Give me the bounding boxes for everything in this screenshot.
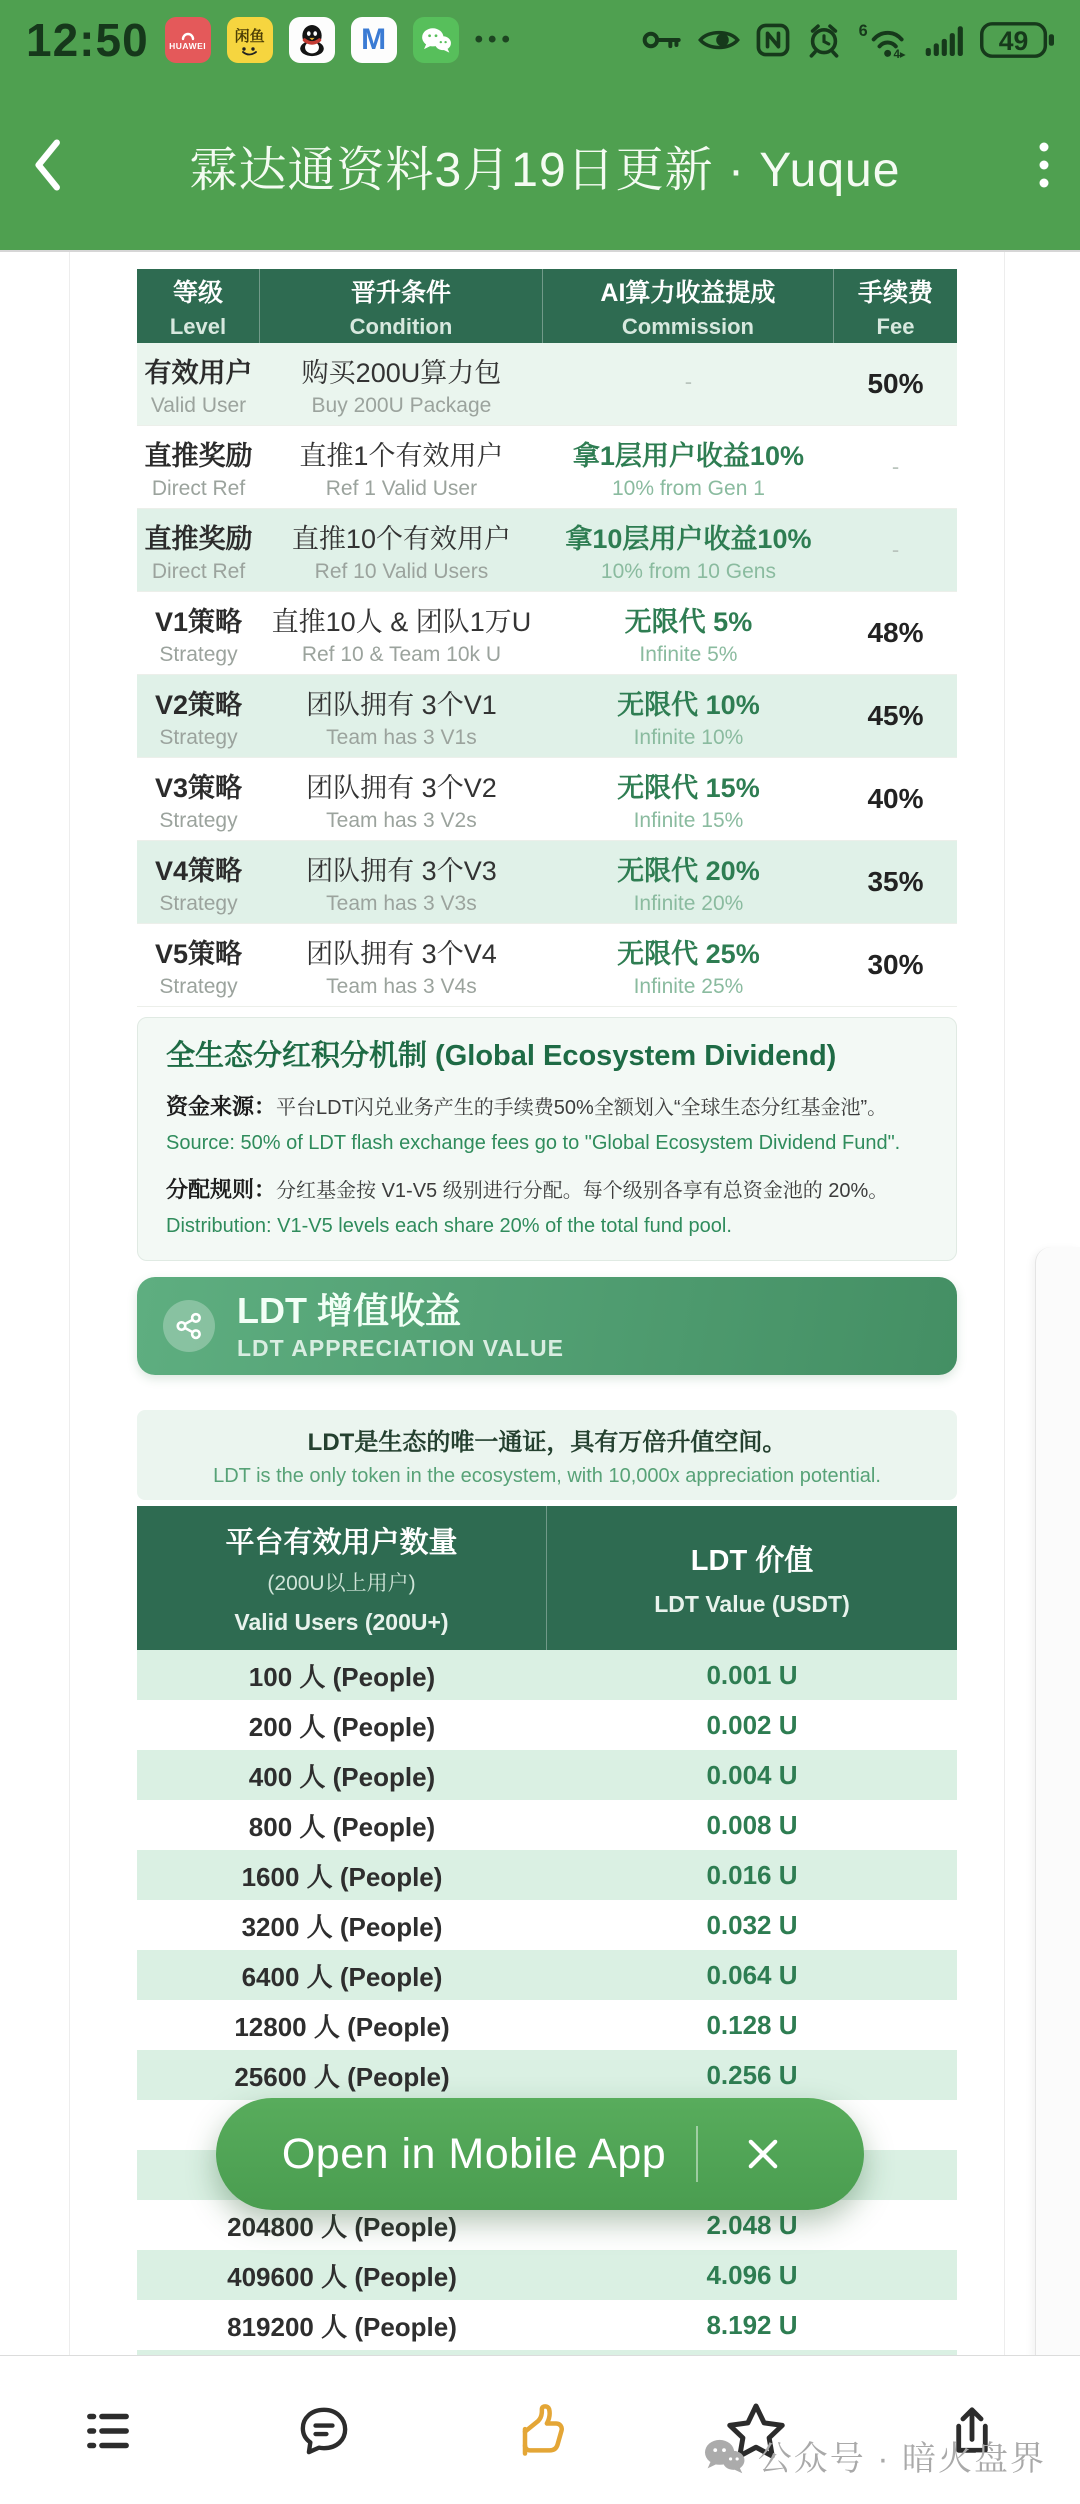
value-cell: 0.032 U (706, 1909, 798, 1940)
levels-table-body (137, 343, 957, 1007)
table-row (137, 1800, 957, 1850)
table-row (137, 841, 957, 924)
fee-cell: - (891, 537, 900, 562)
svg-text:4▸: 4▸ (893, 48, 906, 58)
nav-share[interactable] (912, 2371, 1032, 2491)
table-row (137, 924, 957, 1007)
users-cell: 12800 人 (People) (234, 2011, 450, 2042)
condition-cell: 直推1个有效用户 Ref 1 Valid User (299, 440, 504, 500)
commission-cell: 无限代 5% Infinite 5% (624, 606, 753, 666)
commission-cell: 拿10层用户收益10% 10% from 10 Gens (565, 523, 812, 583)
m-app-icon: M (351, 17, 397, 63)
chevron-left-icon (30, 137, 64, 193)
page-title: 霖达通资料3月19日更新 · Yuque (189, 143, 901, 197)
table-row (137, 1850, 957, 1900)
nav-toc[interactable] (48, 2371, 168, 2491)
condition-cell: 团队拥有 3个V1 Team has 3 V1s (306, 689, 497, 749)
table-row (137, 2250, 957, 2300)
value-cell: 4.096 U (706, 2259, 798, 2290)
bottom-nav (0, 2355, 1080, 2504)
dividend-source-line: 资金来源：平台LDT闪兑业务产生的手续费50%全额划入“全球生态分红基金池”。 (166, 1094, 888, 1120)
commission-cell: 拿1层用户收益10% 10% from Gen 1 (572, 440, 804, 500)
banner-subtitle: LDT APPRECIATION VALUE (237, 1334, 564, 1361)
table-row (137, 509, 957, 592)
commission-cell: 无限代 20% Infinite 20% (617, 855, 760, 915)
dividend-distribution-line: 分配规则：分红基金按 V1-V5 级别进行分配。每个级别各享有总资金池的 20%。 (166, 1177, 889, 1203)
header-cell-commission: AI算力收益提成 Commission (543, 269, 834, 343)
appreciation-banner (137, 1277, 957, 1375)
users-cell: 200 人 (People) (248, 1711, 436, 1742)
ldt-table-body (137, 1650, 957, 2350)
document-content (0, 250, 1080, 2355)
value-cell: 0.002 U (706, 1709, 798, 1740)
share-box-icon (943, 2402, 1001, 2460)
page-edge-left (69, 252, 70, 2355)
ldt-value-table (137, 1506, 957, 2358)
open-in-app-label: Open in Mobile App (281, 2129, 667, 2178)
level-cell: V2策略 Strategy (154, 689, 243, 749)
level-cell: V3策略 Strategy (154, 772, 243, 832)
nav-like[interactable] (480, 2371, 600, 2491)
header-cell-valid-users: 平台有效用户数量 (200U以上用户) Valid Users (200U+) (137, 1506, 547, 1650)
like-icon (510, 2401, 570, 2461)
value-cell: 0.001 U (706, 1659, 798, 1690)
users-cell: 6400 人 (People) (241, 1961, 443, 1992)
close-button[interactable] (728, 2109, 798, 2199)
kebab-icon (1038, 137, 1050, 193)
close-icon (741, 2132, 785, 2176)
page-edge-right (1004, 252, 1005, 2355)
nav-comment[interactable] (264, 2371, 384, 2491)
level-cell: 直推奖励 Direct Ref (144, 523, 253, 583)
commission-cell: - (684, 369, 693, 394)
table-row (137, 2300, 957, 2350)
condition-cell: 团队拥有 3个V4 Team has 3 V4s (306, 938, 497, 998)
app-bar (0, 80, 1080, 250)
share-icon (163, 1300, 215, 1352)
condition-cell: 直推10人 & 团队1万U Ref 10 & Team 10k U (271, 606, 532, 666)
key-icon (642, 26, 682, 54)
value-cell: 0.008 U (706, 1809, 798, 1840)
value-cell: 0.064 U (706, 1959, 798, 1990)
table-row (137, 1650, 957, 1700)
watermark-text: 公众号 · 暗火盘界 (757, 2440, 1046, 2478)
toc-icon (79, 2402, 137, 2460)
eye-icon (698, 26, 740, 54)
users-cell: 100 人 (People) (248, 1661, 436, 1692)
table-row (137, 1950, 957, 2000)
fee-cell: 50% (867, 368, 924, 399)
wifi-icon (858, 22, 908, 58)
table-row (137, 2050, 957, 2100)
xianyu-icon: 闲鱼 (227, 17, 273, 63)
dividend-info-box (137, 1017, 957, 1261)
commission-cell: 无限代 10% Infinite 10% (617, 689, 760, 749)
value-cell: 2.048 U (706, 2209, 798, 2240)
clock: 12:50 (26, 14, 149, 66)
table-row (137, 343, 957, 426)
condition-cell: 直推10个有效用户 Ref 10 Valid Users (291, 523, 511, 583)
token-note (137, 1410, 957, 1500)
fee-cell: - (891, 454, 900, 479)
condition-cell: 团队拥有 3个V2 Team has 3 V2s (306, 772, 497, 832)
table-row (137, 592, 957, 675)
token-note-zh: LDT是生态的唯一通证，具有万倍升值空间。 (307, 1429, 787, 1456)
banner-title: LDT 增值收益 (237, 1290, 461, 1332)
table-row (137, 2000, 957, 2050)
open-in-app-button[interactable] (216, 2098, 864, 2210)
users-cell: 819200 人 (People) (227, 2311, 457, 2342)
users-cell: 400 人 (People) (248, 1761, 436, 1792)
back-button[interactable] (30, 120, 100, 210)
fee-cell: 30% (867, 949, 924, 980)
svg-text:6: 6 (858, 22, 868, 40)
level-cell: 直推奖励 Direct Ref (144, 440, 253, 500)
users-cell: 25600 人 (People) (234, 2061, 450, 2092)
levels-table (137, 269, 957, 1007)
star-icon (726, 2401, 786, 2461)
level-cell: 有效用户 Valid User (144, 357, 253, 417)
value-cell: 0.128 U (706, 2009, 798, 2040)
table-row (137, 426, 957, 509)
users-cell: 3200 人 (People) (241, 1911, 443, 1942)
commission-cell: 无限代 15% Infinite 15% (617, 772, 760, 832)
wechat-icon (413, 17, 459, 63)
value-cell: 0.256 U (706, 2059, 798, 2090)
table-row (137, 758, 957, 841)
qq-icon (289, 17, 335, 63)
table-row (137, 1700, 957, 1750)
value-cell: 0.004 U (706, 1759, 798, 1790)
users-cell: 1600 人 (People) (241, 1861, 443, 1892)
dividend-source-line-en: Source: 50% of LDT flash exchange fees go to "Global Ecosystem Dividend Fund". (166, 1132, 901, 1155)
table-row (137, 1750, 957, 1800)
comment-icon (295, 2402, 353, 2460)
condition-cell: 团队拥有 3个V3 Team has 3 V3s (306, 855, 497, 915)
value-cell: 0.016 U (706, 1859, 798, 1890)
value-cell: 8.192 U (706, 2309, 798, 2340)
fee-cell: 35% (867, 866, 924, 897)
scroll-handle[interactable] (1035, 1247, 1080, 2357)
more-notifications-icon: ••• (474, 26, 515, 53)
ldt-table-header (137, 1506, 957, 1650)
users-cell: 800 人 (People) (248, 1811, 436, 1842)
nav-star[interactable] (696, 2371, 816, 2491)
level-cell: V1策略 Strategy (154, 606, 243, 666)
commission-cell: 无限代 25% Infinite 25% (617, 938, 760, 998)
status-bar (0, 0, 1080, 80)
dividend-distribution-line-en: Distribution: V1-V5 levels each share 20% of the total fund pool. (166, 1215, 732, 1238)
level-cell: V4策略 Strategy (154, 855, 243, 915)
users-cell: 409600 人 (People) (227, 2261, 457, 2292)
dividend-title: 全生态分红积分机制 (Global Ecosystem Dividend) (166, 1040, 837, 1072)
table-row (137, 1900, 957, 1950)
token-note-en: LDT is the only token in the ecosystem, with 10,000x appreciation potential. (213, 1465, 881, 1487)
header-cell-condition: 晋升条件 Condition (260, 269, 543, 343)
menu-button[interactable] (990, 120, 1050, 210)
fee-cell: 45% (867, 700, 924, 731)
alarm-icon (806, 22, 842, 58)
svg-text:49: 49 (998, 25, 1029, 56)
battery-icon (980, 21, 1054, 59)
users-cell: 204800 人 (People) (227, 2211, 457, 2242)
huawei-appgallery-icon: HUAWEI (165, 17, 211, 63)
table-row (137, 675, 957, 758)
fee-cell: 40% (867, 783, 924, 814)
header-cell-fee: 手续费 Fee (857, 278, 933, 339)
signal-icon (924, 24, 964, 56)
condition-cell: 购买200U算力包 Buy 200U Package (301, 357, 502, 417)
nfc-icon (756, 23, 790, 57)
pill-divider (696, 2126, 698, 2182)
level-cell: V5策略 Strategy (154, 938, 243, 998)
levels-table-header (137, 269, 957, 343)
header-cell-ldt-value: LDT 价值 LDT Value (USDT) (654, 1545, 850, 1617)
fee-cell: 48% (867, 617, 924, 648)
header-cell-level: 等级 Level (137, 269, 260, 343)
